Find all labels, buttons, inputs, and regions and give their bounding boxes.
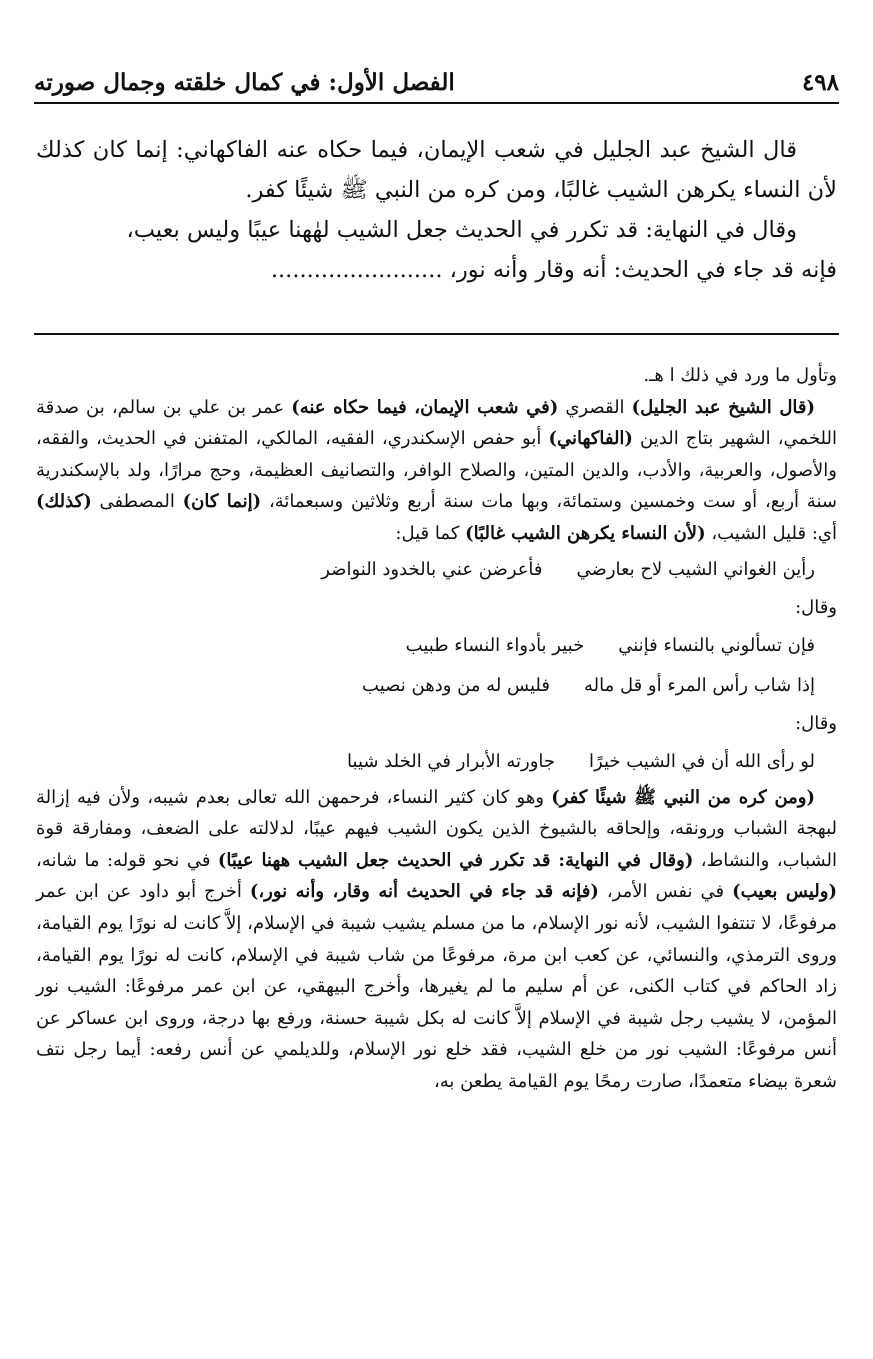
commentary-text: أي: قليل الشيب، xyxy=(705,522,837,544)
wa-qal-label: وقال: xyxy=(795,712,837,734)
commentary-text: في نفس الأمر، xyxy=(598,881,733,903)
commentary-text: القصري xyxy=(558,396,632,418)
commentary-text: أبو حفص الإسكندري، الفقيه، المالكي، المتفنن في الحديث، والفقه، والأصول، والعربية، والأدب، والدين المتين، والصلاح الوافر، والتصانيف العظيمة، وحج مرارًا، ولد بالإسكندرية سنة أربع، أو ست وخمسين وستمائة، وبها مات سنة أربع وثلاثين وسبعمائة، xyxy=(36,428,837,513)
page-header xyxy=(34,62,839,104)
commentary-text: وهو كان كثير النساء، فرحمهن الله تعالى بعدم شيبه، ولأن فيه إزالة لبهجة الشباب ورونقه، وإلحاقه بالشيوخ الذين يكون الشيب فيهم عيبًا، لدلالته على الضعف، ومفارقة قوة الشباب، والنشاط، xyxy=(36,786,837,871)
commentary-text: كما قيل: xyxy=(395,522,466,544)
quoted-main-text: (في شعب الإيمان، فيما حكاه عنه) xyxy=(291,396,559,418)
quoted-main-text: (كذلك) xyxy=(36,491,92,513)
quoted-main-text: (ومن كره من النبي ﷺ شيئًا كفر) xyxy=(551,786,815,808)
commentary xyxy=(36,360,837,1098)
quoted-main-text: (وليس بعيب) xyxy=(732,881,838,903)
commentary-paragraph xyxy=(36,782,837,1098)
verse-second-hemistich: فليس له من ودهن نصيب xyxy=(362,674,550,696)
verse-first-hemistich: إذا شاب رأس المرء أو قل ماله xyxy=(583,674,815,696)
verse-second-hemistich: خبير بأدواء النساء طبيب xyxy=(405,634,585,656)
quoted-main-text: (وقال في النهاية: قد تكرر في الحديث جعل الشيب ههنا عيبًا) xyxy=(217,849,694,871)
quoted-main-text: (لأن النساء يكرهن الشيب غالبًا) xyxy=(465,522,706,544)
quoted-main-text: (فإنه قد جاء في الحديث أنه وقار، وأنه نور،) xyxy=(249,881,599,903)
main-text xyxy=(36,130,837,290)
verse-first-hemistich: رأين الغواني الشيب لاح بعارضي xyxy=(576,558,815,580)
poem-verse xyxy=(36,666,837,706)
divider-rule xyxy=(34,333,839,335)
verse-second-hemistich: فأعرضن عني بالخدود النواضر xyxy=(321,558,543,580)
main-text-paragraph: قال الشيخ عبد الجليل في شعب الإيمان، فيما حكاه عنه الفاكهاني: إنما كان كذلك لأن النساء يكرهن الشيب غالبًا، ومن كره من النبي ﷺ شيئًا كفر. xyxy=(36,137,837,203)
commentary-text: أخرج أبو داود عن ابن عمر مرفوعًا، لا تنتفوا الشيب، لأنه نور الإسلام، ما من مسلم يشيب شيبة في الإسلام، إلاَّ كانت له نورًا يوم القيامة، وروى الترمذي، والنسائي، عن كعب ابن مرة، مرفوعًا من شاب شيبة في الإسلام، كانت له نورًا يوم القيامة، زاد الحاكم في كتاب الكنى، عن أم سليم ما لم يغيرها، وأخرج البيهقي، عن ابن عمر مرفوعًا: الشيب نور المؤمن، لا يشيب رجل شيبة في الإسلام إلاَّ كانت له بكل شيبة حسنة، ورفع بها درجة، وروى ابن عساكر عن أنس مرفوعًا: الشيب نور من خلع الشيب، فقد خلع نور الإسلام، وللديلمي عن أنس رفعه: أيما رجل نتف شعرة بيضاء متعمدًا، صارت رمحًا يوم القيامة يطعن به، xyxy=(36,881,837,1092)
poem-verse xyxy=(36,626,837,666)
page-number: ٤٩٨ xyxy=(801,68,839,96)
poem-verse xyxy=(36,550,837,590)
poem-verse xyxy=(36,742,837,782)
quoted-main-text: (قال الشيخ عبد الجليل) xyxy=(631,396,815,418)
commentary-line: وتأول ما ورد في ذلك ا هـ. xyxy=(643,365,837,386)
quoted-main-text: (الفاكهاني) xyxy=(548,428,633,450)
main-text-paragraph: فإنه قد جاء في الحديث: أنه وقار وأنه نور، ........................ xyxy=(270,257,837,283)
wa-qal-label: وقال: xyxy=(795,596,837,618)
quoted-main-text: (إنما كان) xyxy=(182,491,262,513)
commentary-paragraph xyxy=(36,392,837,550)
main-text-paragraph: وقال في النهاية: قد تكرر في الحديث جعل الشيب لهٰهنا عيبًا وليس بعيب، xyxy=(126,217,797,243)
commentary-text: في نحو قوله: ما شانه، xyxy=(36,849,218,871)
verse-second-hemistich: جاورته الأبرار في الخلد شيبا xyxy=(347,750,556,772)
commentary-text: عمر بن علي بن سالم، بن صدقة اللخمي، الشهير بتاج الدين xyxy=(36,396,838,450)
chapter-title: الفصل الأول: في كمال خلقته وجمال صورته xyxy=(34,68,455,96)
commentary-text: المصطفى xyxy=(91,491,183,513)
verse-first-hemistich: لو رأى الله أن في الشيب خيرًا xyxy=(589,750,815,772)
verse-first-hemistich: فإن تسألوني بالنساء فإنني xyxy=(618,634,815,656)
